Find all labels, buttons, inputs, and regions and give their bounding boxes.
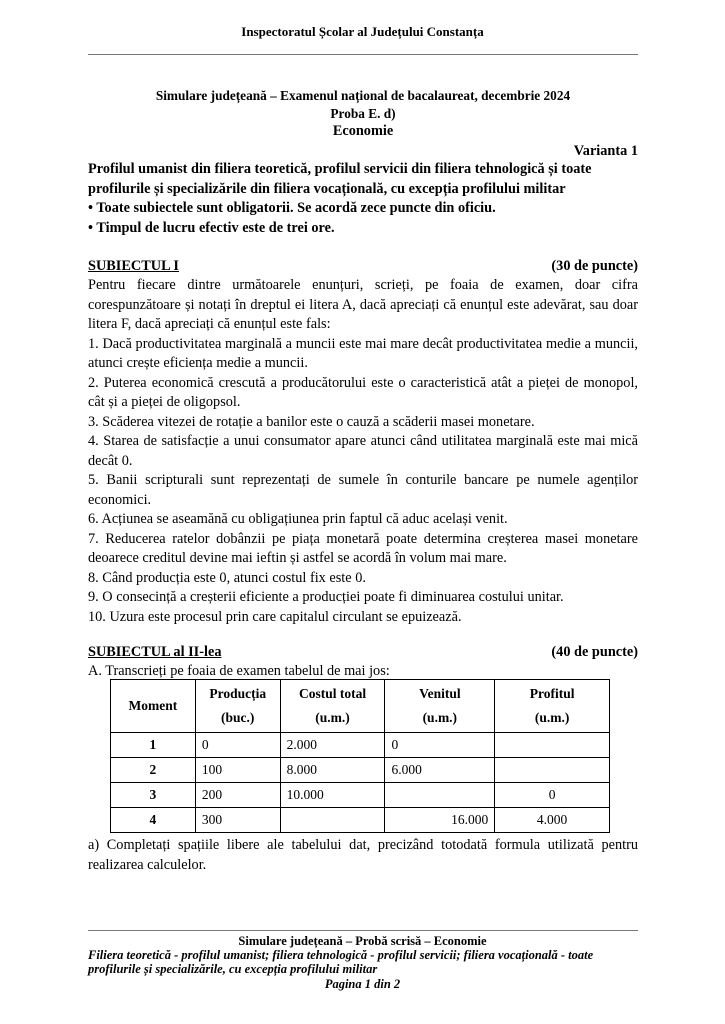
exam-subject: Economie <box>332 123 394 139</box>
header-unit: (u.m.) <box>534 710 570 725</box>
header-inspectorate: Inspectoratul Școlar al Județului Constanța <box>241 24 484 39</box>
table-cell: 1 <box>111 733 196 758</box>
table-cell: 100 <box>195 758 280 783</box>
subject1-item: 6. Acțiunea se aseamănă cu obligațiunea prin faptul că aduc același venit. <box>88 511 508 527</box>
table-cell: 300 <box>195 808 280 833</box>
subject1-item: 8. Când producția este 0, atunci costul fix este 0. <box>88 569 366 586</box>
header-unit: (u.m.) <box>422 710 458 725</box>
table-row <box>111 808 610 833</box>
subject1-body <box>88 276 638 627</box>
subject1-item: 10. Uzura este procesul prin care capitalul circulant se epuizează. <box>88 608 462 625</box>
table-cell: 4.000 <box>495 808 610 833</box>
table-header-moment <box>111 680 196 733</box>
subject1-points: (30 de puncte) <box>551 258 638 274</box>
table-row <box>111 758 610 783</box>
table-cell: 0 <box>495 783 610 808</box>
table-header-venit <box>385 680 495 733</box>
subject1-item: 7. Reducerea ratelor dobânzii pe piața monetară poate determina creșterea masei monetare deoarece creditul devine mai ieftin și astfel se acordă în volum mai mare. <box>88 530 638 566</box>
table-header-row <box>111 680 610 733</box>
table-cell: 8.000 <box>280 758 385 783</box>
exam-title: Simulare județeană – Examenul național de bacalaureat, decembrie 2024 <box>155 88 571 103</box>
table-cell <box>495 758 610 783</box>
subject1-intro: Pentru fiecare dintre următoarele enunțuri, scrieți, pe foaia de examen, doar cifra corespunzătoare și notați în dreptul ei litera A, dacă apreciați că enunțul este adevărat, sau doar litera F, dacă apreciați că enunțul este fals: <box>88 277 638 332</box>
subject1-item: 5. Banii scripturali sunt reprezentați de sumele în conturile bancare pe numele agenților economici. <box>88 472 638 508</box>
profile-block <box>88 160 638 238</box>
footer-divider <box>88 930 638 931</box>
table-cell: 2 <box>111 758 196 783</box>
subject2-title: SUBIECTUL al II-lea <box>88 644 222 660</box>
table-cell: 0 <box>195 733 280 758</box>
table-cell: 6.000 <box>385 758 495 783</box>
data-table <box>110 679 610 833</box>
header-divider <box>88 54 638 55</box>
header-unit: (buc.) <box>221 710 255 725</box>
table-cell: 0 <box>385 733 495 758</box>
subject1-item: 3. Scăderea vitezei de rotație a banilor este o cauză a scăderii masei monetare. <box>88 413 535 430</box>
subject2-heading <box>88 644 638 661</box>
table-cell: 2.000 <box>280 733 385 758</box>
rule-line-1: • Toate subiectele sunt obligatorii. Se acordă zece puncte din oficiu. <box>88 200 496 216</box>
table-header-productie <box>195 680 280 733</box>
subject1-item: 2. Puterea economică crescută a producătorului este o caracteristică atât a pieței de monopol, cât și a pieței de oligopsol. <box>88 374 638 410</box>
subject1-title: SUBIECTUL I <box>88 258 179 274</box>
table-cell <box>495 733 610 758</box>
table-header-cost <box>280 680 385 733</box>
subject1-item: 1. Dacă productivitatea marginală a muncii este mai mare decât productivitatea medie a muncii, atunci crește eficiența medie a muncii. <box>88 335 638 371</box>
table-cell: 16.000 <box>385 808 495 833</box>
footer-profile: Filiera teoretică - profilul umanist; filiera tehnologică - profilul servicii; filiera vocațională - toate profilurile și specializările, cu excepția profilului militar <box>88 948 594 976</box>
header-top: Producția <box>209 686 267 701</box>
subject1-heading <box>88 258 638 275</box>
table-cell: 10.000 <box>280 783 385 808</box>
exam-variant: Varianta 1 <box>573 143 638 159</box>
page-number: Pagina 1 din 2 <box>324 977 401 991</box>
table-cell: 4 <box>111 808 196 833</box>
table-cell <box>280 808 385 833</box>
subject1-item: 4. Starea de satisfacție a unui consumator apare atunci când utilitatea marginală este mai mică decât 0. <box>88 433 638 469</box>
table-row <box>111 733 610 758</box>
table-row <box>111 783 610 808</box>
profile-line-2: profilurile și specializările din filiera vocațională, cu excepția profilului militar <box>88 180 566 197</box>
table-cell: 3 <box>111 783 196 808</box>
header-top: Profitul <box>529 686 575 701</box>
header-unit: (u.m.) <box>315 710 350 725</box>
table-header-profit <box>495 680 610 733</box>
question-a: a) Completați spațiile libere ale tabelului dat, precizând totodată formula utilizată pentru realizarea calculelor. <box>88 837 638 873</box>
footer-title: Simulare județeană – Probă scrisă – Economie <box>238 934 487 948</box>
subject1-item: 9. O consecință a creșterii eficiente a producției poate fi diminuarea costului unitar. <box>88 589 564 605</box>
subject2-points: (40 de puncte) <box>551 644 638 660</box>
subject2-intro: A. Transcrieți pe foaia de examen tabelul de mai jos: <box>88 663 390 679</box>
table-cell <box>385 783 495 808</box>
profile-line-1: Profilul umanist din filiera teoretică, profilul servicii din filiera tehnologică și toate <box>88 161 592 177</box>
header-top: Moment <box>128 698 178 713</box>
table-cell: 200 <box>195 783 280 808</box>
header-top: Venitul <box>419 686 461 701</box>
exam-proba: Proba E. d) <box>330 106 396 121</box>
header-top: Costul total <box>298 686 367 701</box>
rule-line-2: • Timpul de lucru efectiv este de trei ore. <box>88 219 335 236</box>
